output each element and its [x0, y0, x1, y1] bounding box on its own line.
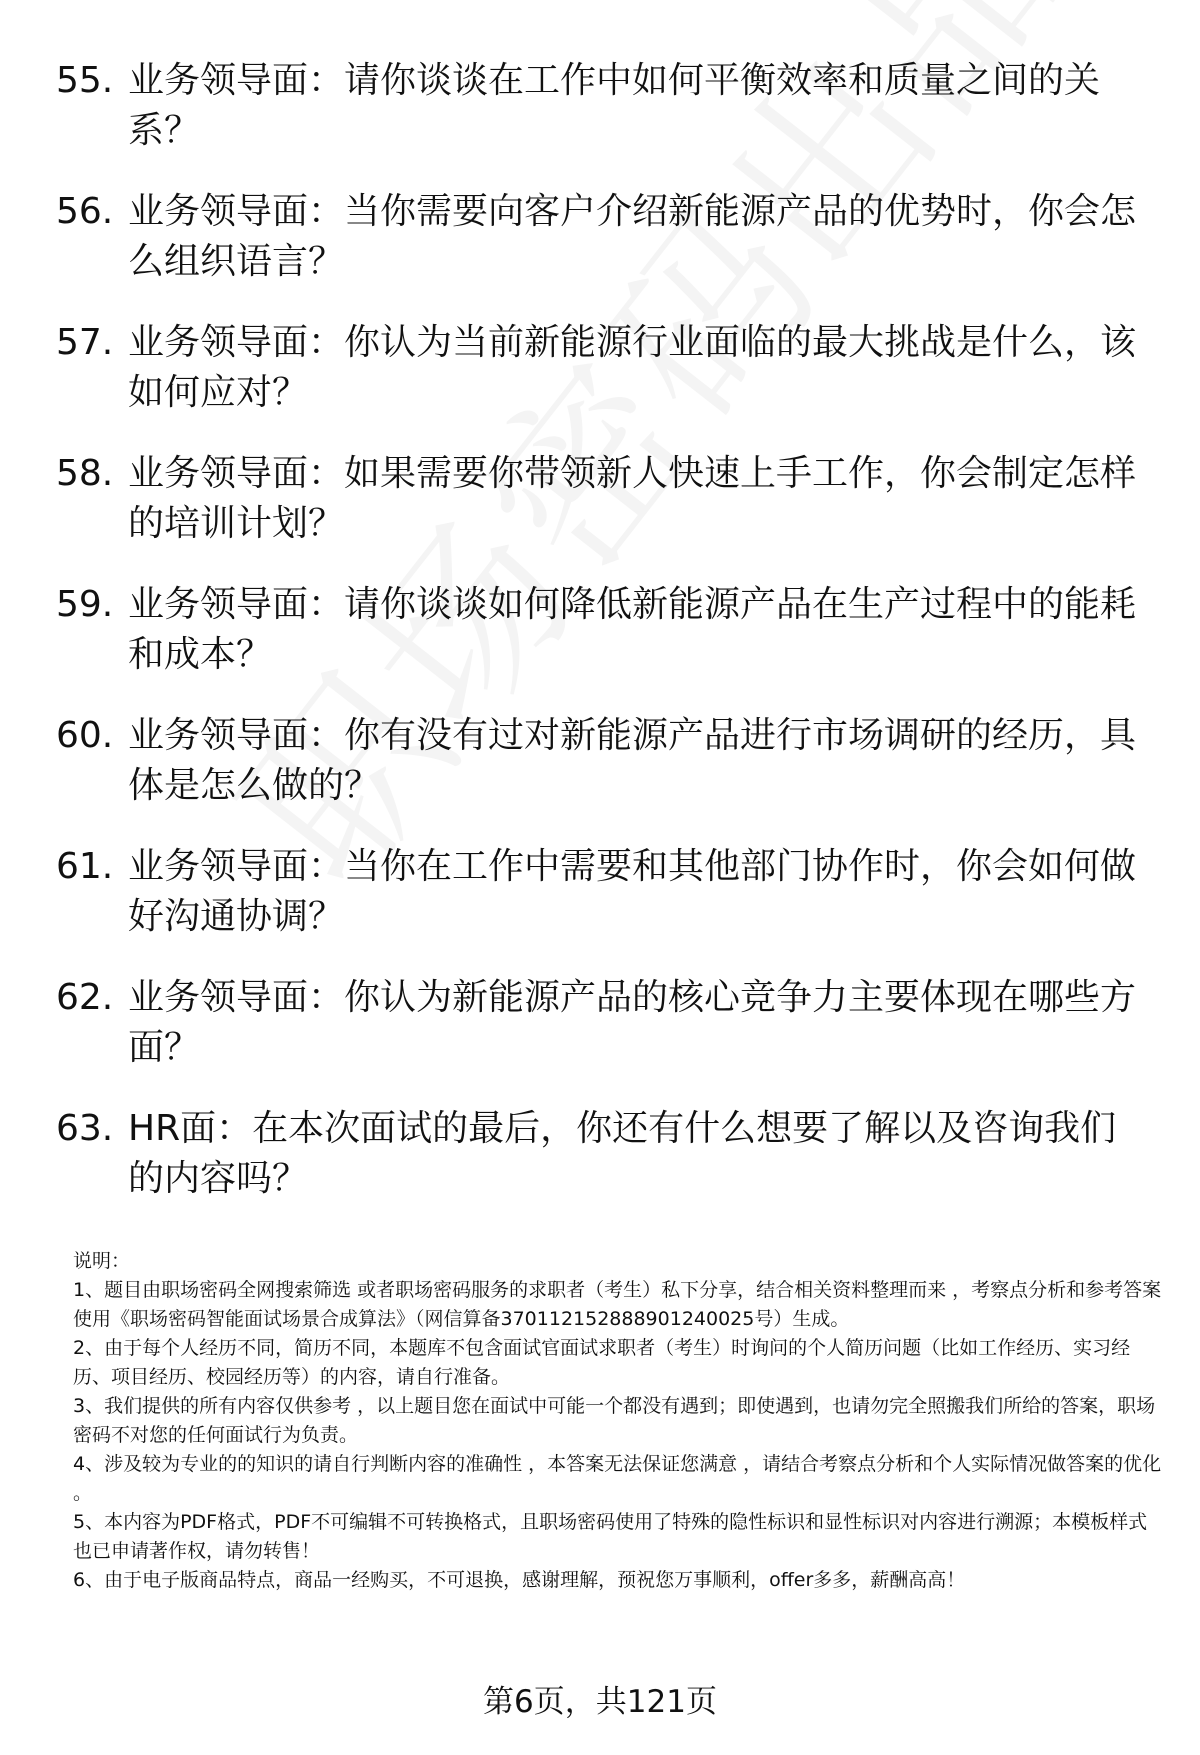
question-item — [56, 56, 1156, 187]
question-number: 56. — [56, 191, 114, 232]
question-text: 业务领导面：你认为当前新能源行业面临的最大挑战是什么，该如何应对？ — [128, 322, 1137, 413]
page-number: 第6页，共121页 — [483, 1684, 717, 1720]
note-item: 3、我们提供的所有内容仅供参考 ，以上题目您在面试中可能一个都没有遇到；即使遇到，也请勿完全照搬我们所给的答案，职场密码不对您的任何面试行为负责。 — [73, 1395, 1156, 1446]
note-item: 6、由于电子版商品特点，商品一经购买，不可退换，感谢理解，预祝您万事顺利，offer多多，薪酬高高！ — [73, 1569, 966, 1591]
question-item — [56, 187, 1156, 318]
question-item — [56, 580, 1156, 711]
question-item — [56, 449, 1156, 580]
question-number: 62. — [56, 977, 114, 1018]
question-text: 业务领导面：你认为新能源产品的核心竞争力主要体现在哪些方面？ — [128, 977, 1137, 1068]
notes-section — [73, 1247, 1163, 1595]
question-item — [56, 842, 1156, 973]
note-item: 1、题目由职场密码全网搜索筛选 或者职场密码服务的求职者（考生）私下分享，结合相关资料整理而来 ，考察点分析和参考答案使用《职场密码智能面试场景合成算法》（网信算备370112152888901240025号）生成。 — [73, 1279, 1162, 1330]
question-text: 业务领导面：当你需要向客户介绍新能源产品的优势时，你会怎么组织语言？ — [128, 191, 1137, 282]
question-number: 55. — [56, 60, 114, 101]
question-text: 业务领导面：请你谈谈在工作中如何平衡效率和质量之间的关系？ — [128, 60, 1101, 151]
question-text: 业务领导面：如果需要你带领新人快速上手工作，你会制定怎样的培训计划？ — [128, 453, 1137, 544]
question-item — [56, 711, 1156, 842]
question-item — [56, 318, 1156, 449]
question-number: 60. — [56, 715, 114, 756]
question-item — [56, 1104, 1156, 1235]
question-list — [56, 56, 1156, 1235]
notes-title: 说明： — [73, 1250, 131, 1272]
question-text: HR面：在本次面试的最后，你还有什么想要了解以及咨询我们的内容吗？ — [128, 1108, 1117, 1199]
question-number: 58. — [56, 453, 114, 494]
note-item: 4、涉及较为专业的的知识的请自行判断内容的准确性 ，本答案无法保证您满意 ，请结合考察点分析和个人实际情况做答案的优化 。 — [73, 1453, 1162, 1504]
question-text: 业务领导面：你有没有过对新能源产品进行市场调研的经历，具体是怎么做的？ — [128, 715, 1137, 806]
question-item — [56, 973, 1156, 1104]
question-text: 业务领导面：请你谈谈如何降低新能源产品在生产过程中的能耗和成本？ — [128, 584, 1137, 675]
question-number: 59. — [56, 584, 114, 625]
question-number: 57. — [56, 322, 114, 363]
note-item: 5、本内容为PDF格式，PDF不可编辑不可转换格式，且职场密码使用了特殊的隐性标识和显性标识对内容进行溯源；本模板样式也已申请著作权，请勿转售！ — [73, 1511, 1148, 1562]
question-number: 61. — [56, 846, 114, 887]
question-text: 业务领导面：当你在工作中需要和其他部门协作时，你会如何做好沟通协调？ — [128, 846, 1137, 937]
note-item: 2、由于每个人经历不同，简历不同，本题库不包含面试官面试求职者（考生）时询问的个人简历问题（比如工作经历、实习经历、项目经历、校园经历等）的内容，请自行准备。 — [73, 1337, 1131, 1388]
question-number: 63. — [56, 1108, 114, 1149]
